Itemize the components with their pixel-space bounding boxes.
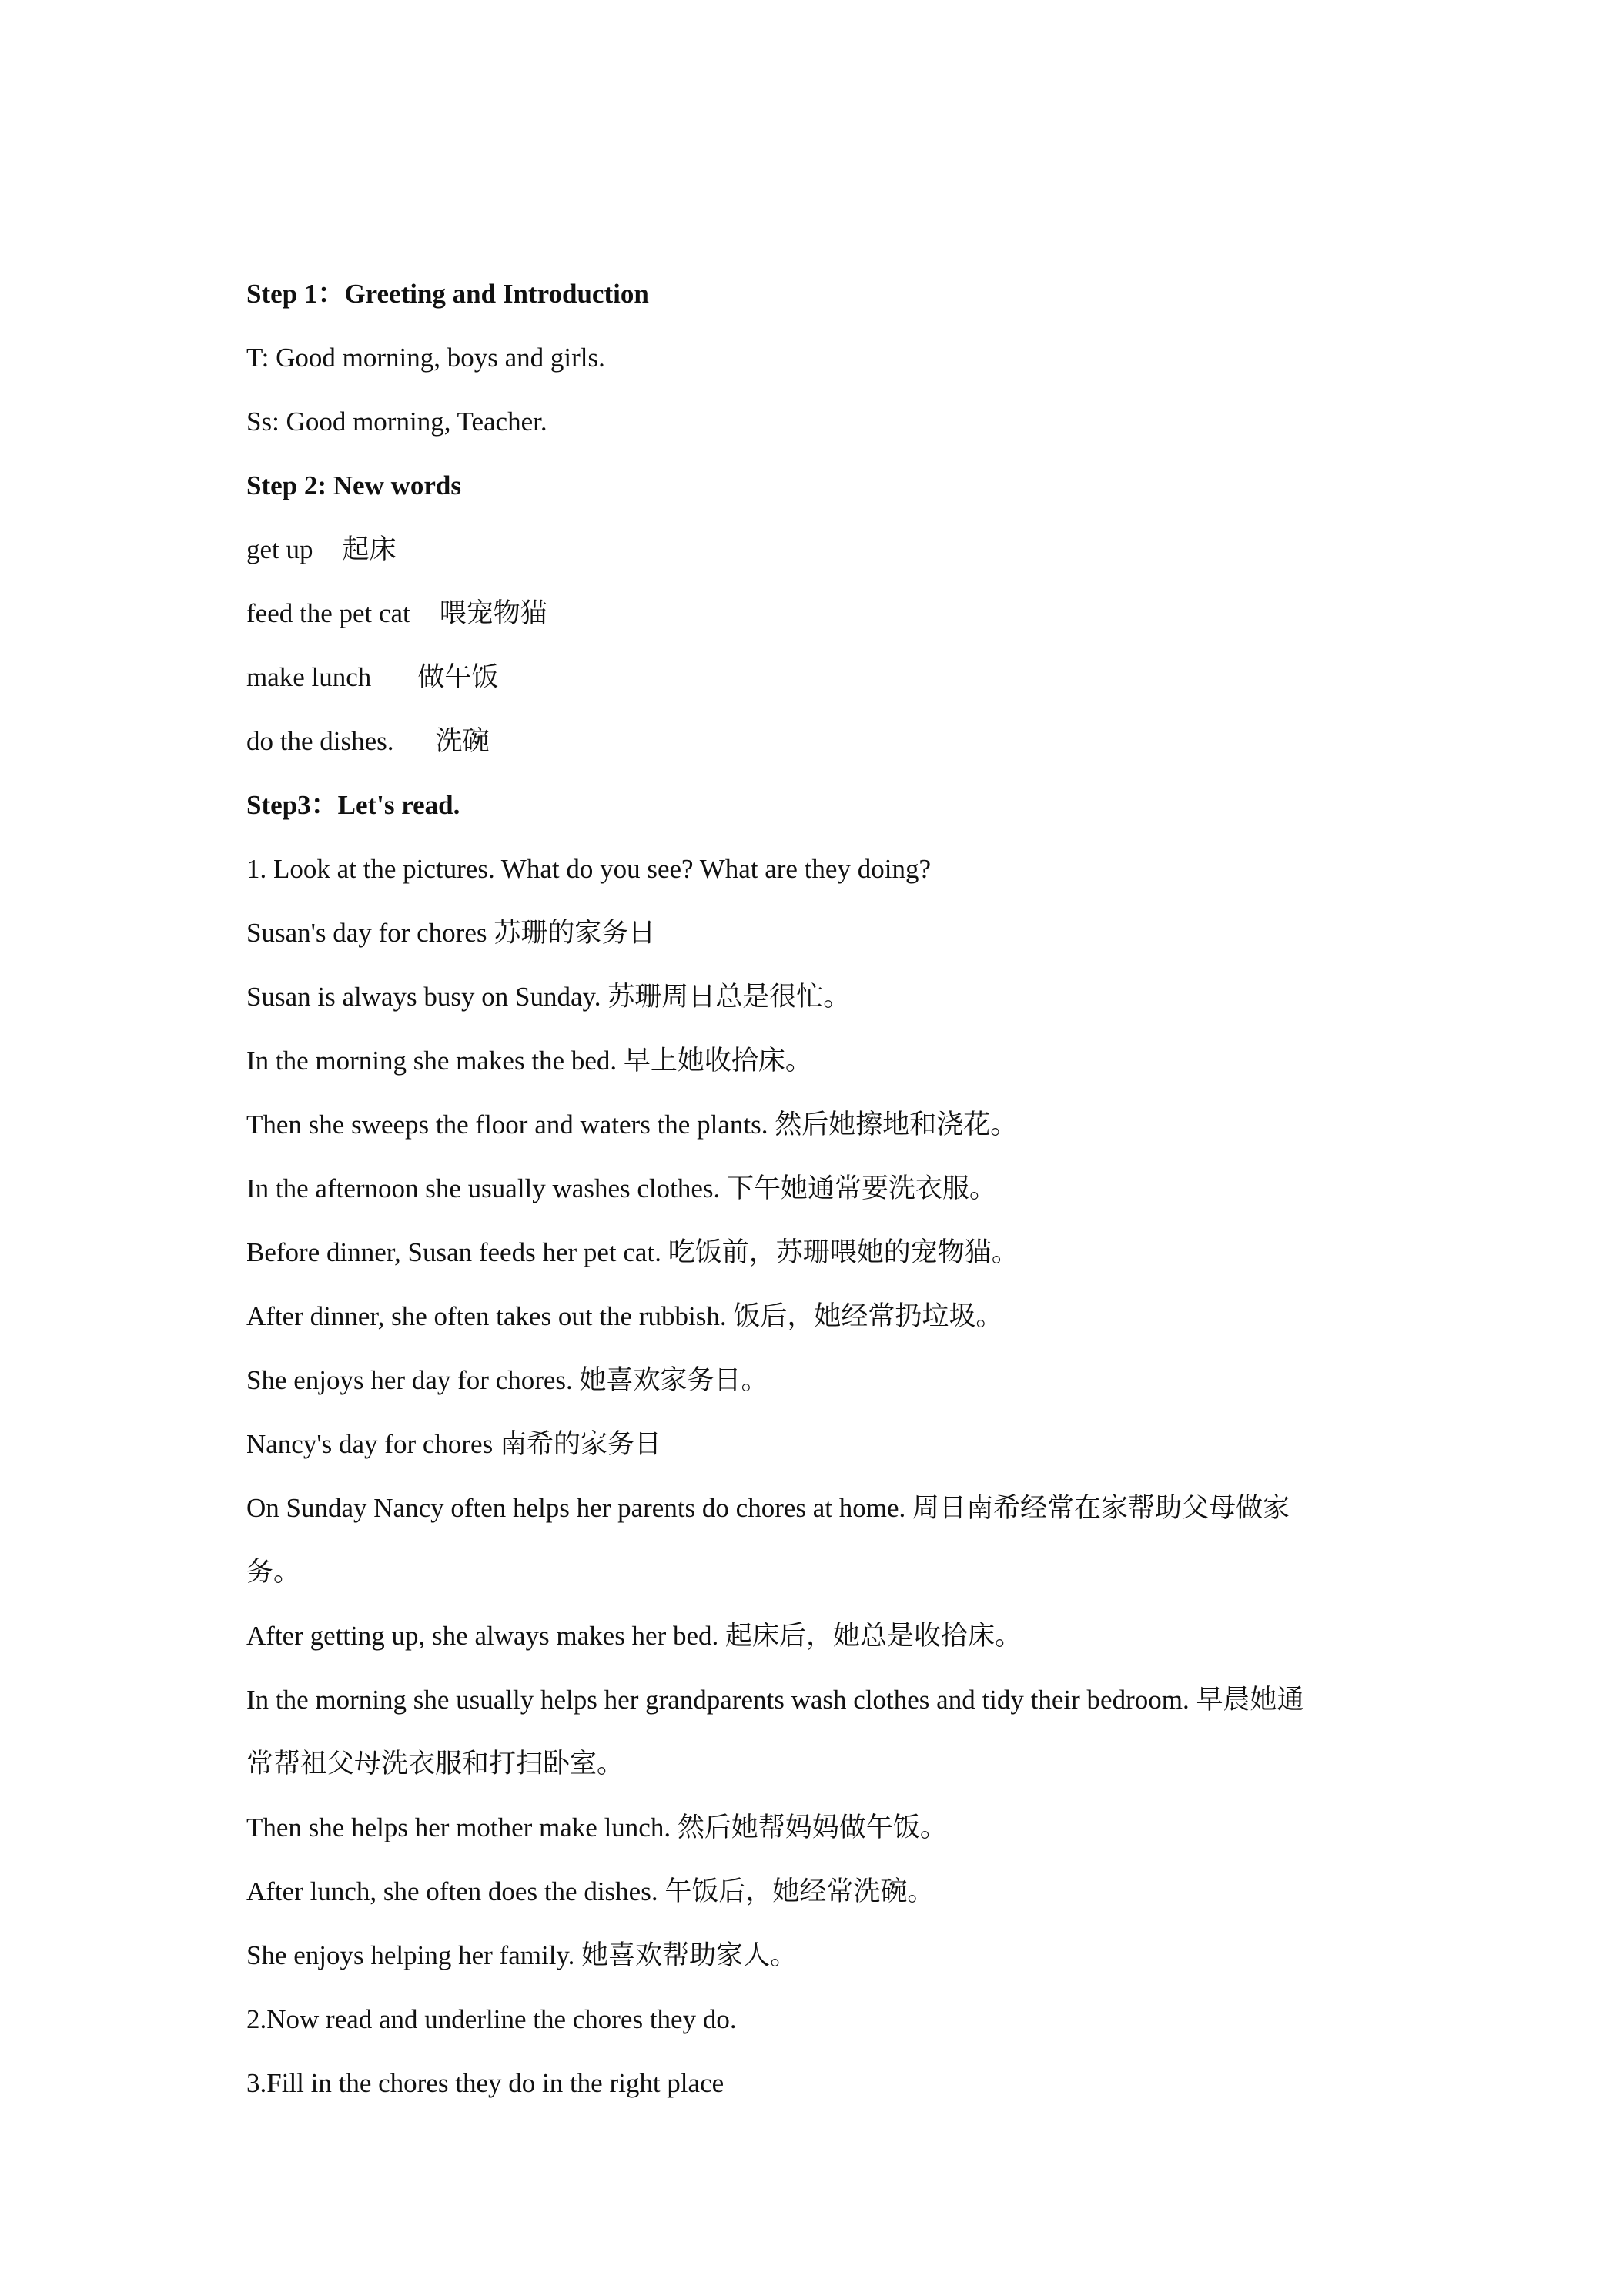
word-en: get up <box>246 534 313 564</box>
nancy-line-wrap: 常帮祖父母洗衣服和打扫卧室。 <box>246 1749 624 1779</box>
word-zh: 做午饭 <box>417 662 499 692</box>
step1-heading: Step 1：Greeting and Introduction <box>246 279 649 309</box>
nancy-line: After lunch, she often does the dishes. 午饭后，她经常洗碗。 <box>246 1876 935 1906</box>
word-zh: 喂宠物猫 <box>439 598 547 628</box>
question-2: 2.Now read and underline the chores they do. <box>246 2004 737 2034</box>
nancy-line: She enjoys helping her family. 她喜欢帮助家人。 <box>246 1940 798 1970</box>
susan-line: After dinner, she often takes out the rubbish. 饭后，她经常扔垃圾。 <box>246 1301 1003 1331</box>
nancy-title: Nancy's day for chores 南希的家务日 <box>246 1429 661 1459</box>
step2-heading: Step 2: New words <box>246 470 462 500</box>
question-3: 3.Fill in the chores they do in the right place <box>246 2068 724 2098</box>
susan-line: Before dinner, Susan feeds her pet cat. 吃饭前，苏珊喂她的宠物猫。 <box>246 1237 1019 1267</box>
word-item <box>246 527 397 573</box>
nancy-line: After getting up, she always makes her bed. 起床后，她总是收拾床。 <box>246 1621 1022 1651</box>
students-greeting: Ss: Good morning, Teacher. <box>246 407 547 437</box>
teacher-greeting: T: Good morning, boys and girls. <box>246 343 605 373</box>
word-en: do the dishes. <box>246 726 394 756</box>
question-1: 1. Look at the pictures. What do you see? What are they doing? <box>246 854 931 884</box>
word-en: make lunch <box>246 662 372 692</box>
nancy-line: On Sunday Nancy often helps her parents do chores at home. 周日南希经常在家帮助父母做家 <box>246 1493 1290 1523</box>
word-en: feed the pet cat <box>246 598 410 628</box>
word-item <box>246 718 490 765</box>
word-item <box>246 591 547 637</box>
step3-heading: Step3：Let's read. <box>246 790 460 820</box>
susan-line: Susan is always busy on Sunday. 苏珊周日总是很忙。 <box>246 982 851 1012</box>
susan-line: Then she sweeps the floor and waters the plants. 然后她擦地和浇花。 <box>246 1110 1018 1140</box>
susan-line: Susan's day for chores 苏珊的家务日 <box>246 918 656 948</box>
susan-line: She enjoys her day for chores. 她喜欢家务日。 <box>246 1365 768 1395</box>
word-item <box>246 654 498 701</box>
nancy-line: In the morning she usually helps her grandparents wash clothes and tidy their bedroom. 早晨她通 <box>246 1685 1304 1715</box>
susan-line: In the morning she makes the bed. 早上她收拾床。 <box>246 1046 812 1076</box>
nancy-line: Then she helps her mother make lunch. 然后她帮妈妈做午饭。 <box>246 1812 947 1842</box>
word-zh: 起床 <box>342 534 397 564</box>
nancy-line-wrap: 务。 <box>246 1557 301 1587</box>
word-zh: 洗碗 <box>435 726 490 756</box>
susan-line: In the afternoon she usually washes clothes. 下午她通常要洗衣服。 <box>246 1173 997 1203</box>
